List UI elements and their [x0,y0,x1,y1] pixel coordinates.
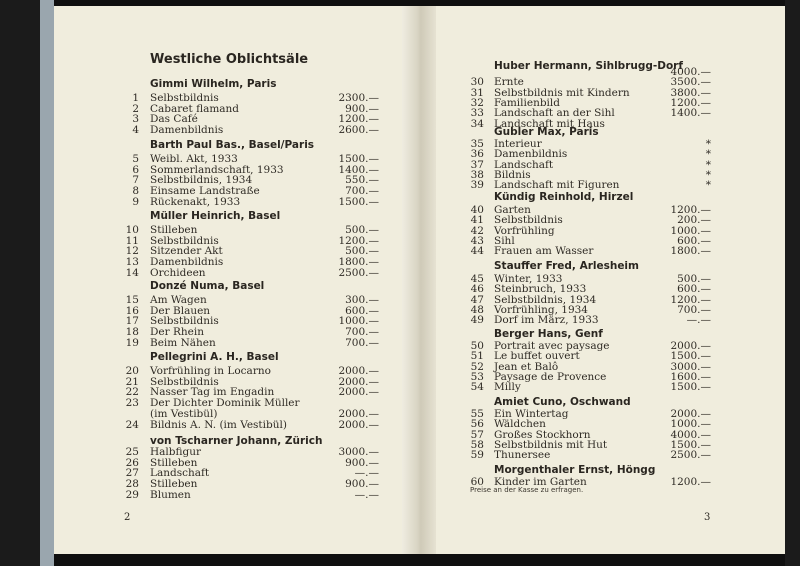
entry-price: 1200.— [338,113,379,126]
entry-title: Selbstbildnis [150,375,219,388]
entry-number: 59 [470,449,484,462]
entry-title: Landschaft mit Haus [494,117,605,130]
entry-number: 5 [132,153,139,165]
entry-price: 2300.— [338,92,379,104]
entry-number: 52 [470,360,484,373]
artist-heading: Gimmi Wilhelm, Paris [150,78,277,90]
entry-number: 4 [132,124,139,137]
entry-price: 500.— [677,273,711,285]
entry-number: 34 [470,117,484,130]
entry-price: 1400.— [338,163,379,176]
entry-title: Landschaft mit Figuren [494,179,620,192]
entry-price: 1500.— [670,438,711,451]
entry-price: 2500.— [670,449,711,462]
catalog-entry [54,197,404,208]
entry-title: Le buffet ouvert [494,350,580,363]
entry-number: 20 [125,365,139,377]
cover-edge [40,0,54,566]
entry-title: Selbstbildnis [150,92,219,104]
entry-number: 3 [132,113,139,126]
entry-title: Cabaret flamand [150,102,240,115]
entry-title: Einsame Landstraße [150,185,260,198]
entry-title: Wäldchen [494,418,546,431]
entry-number: 37 [470,158,484,171]
entry-title: Der Dichter Dominik Müller [150,397,300,410]
entry-title: Am Wagen [150,294,207,306]
entry-number: 26 [125,456,139,469]
entry-price: 4000.— [670,66,711,78]
entry-price: 2000.— [338,407,379,420]
entry-number: 16 [125,304,139,317]
artist-heading: Morgenthaler Ernst, Höngg [494,464,656,476]
artist-heading: Stauffer Fred, Arlesheim [494,260,639,272]
entry-number: 29 [125,488,139,501]
entry-title: Damenbildnis [494,148,568,161]
entry-price: 2500.— [338,266,379,279]
entry-price: 500.— [345,224,379,236]
catalog-entry [54,490,404,501]
entry-price: 600.— [677,234,711,247]
entry-number: 10 [125,224,139,236]
entry-number: 50 [470,340,484,352]
entry-title: Selbstbildnis, 1934 [150,174,253,187]
entry-price: 1600.— [670,370,711,383]
entry-price: 700.— [345,326,379,339]
entry-number: 22 [125,386,139,399]
entry-price: 1200.— [670,96,711,109]
entry-price: 900.— [345,102,379,115]
entry-number: 1 [132,92,139,104]
entry-title: Sihl [494,234,515,247]
entry-title: Ernte [494,76,524,89]
entry-title: Paysage de Provence [494,370,607,383]
entry-number: 47 [470,293,484,306]
entry-title: Halbfigur [150,446,202,458]
entry-number: 49 [470,314,484,327]
entry-title: Bildnis A. N. (im Vestibül) [150,418,287,431]
entry-price: 1000.— [670,224,711,237]
entry-title: Nasser Tag im Engadin [150,386,275,399]
entry-title: Der Blauen [150,304,211,317]
entry-price: * [705,148,711,161]
catalog-entry [436,119,782,130]
entry-title: Selbstbildnis [150,234,219,247]
entry-number: 15 [125,294,139,306]
book-gutter [402,6,436,554]
entry-number: 51 [470,350,484,363]
artist-heading: Barth Paul Bas., Basel/Paris [150,139,315,151]
catalog-entry [54,268,404,279]
entry-number: 12 [125,245,139,258]
entry-title: Rückenakt, 1933 [150,195,241,208]
entry-title: Interieur [494,138,542,150]
entry-number: 23 [125,397,139,410]
entry-price: 2000.— [338,365,379,377]
catalog-entry [54,458,404,469]
entry-title: Selbstbildnis [150,315,219,328]
entry-number: 41 [470,214,484,227]
entry-number: 6 [132,163,139,176]
entry-title: Landschaft [150,467,210,480]
entry-title: Ein Wintertag [494,408,569,420]
catalog-entry [436,382,782,393]
entry-number: 48 [470,303,484,316]
entry-title: Selbstbildnis mit Kindern [494,86,630,99]
artist-heading: von Tscharner Johann, Zürich [150,435,323,447]
entry-price: 2000.— [338,386,379,399]
entry-title: Der Rhein [150,326,204,339]
entry-price: 1200.— [670,204,711,216]
entry-price: —.— [686,314,711,327]
entry-title: Frauen am Wasser [494,245,594,258]
entry-price: 2600.— [338,124,379,137]
catalog-entry [54,338,404,349]
entry-title: Vorfrühling in Locarno [150,365,271,377]
entry-title: Bildnis [494,168,531,181]
entry-title: Steinbruch, 1933 [494,283,587,296]
entry-title: Vorfrühling, 1934 [494,303,588,316]
entry-number: 24 [125,418,139,431]
entry-number: 43 [470,234,484,247]
entry-number: 57 [470,428,484,441]
entry-title: Stilleben [150,224,198,236]
catalog-entry [436,180,782,191]
entry-number: 11 [125,234,139,247]
entry-number: 19 [125,336,139,349]
section-heading: Westliche Oblichtsäle [150,52,309,67]
entry-number: 33 [470,107,484,120]
entry-title: Dorf im März, 1933 [494,314,599,327]
entry-number: 60 [470,476,484,488]
catalog-entry [54,125,404,136]
artist-heading: Gubler Max, Paris [494,126,599,138]
entry-title: (im Vestibül) [150,407,218,420]
entry-number: 32 [470,96,484,109]
entry-number: 27 [125,467,139,480]
entry-price: 1500.— [670,350,711,363]
entry-title: Winter, 1933 [494,273,563,285]
entry-price: —.— [354,467,379,480]
entry-title: Milly [494,381,521,394]
entry-number: 13 [125,256,139,269]
entry-title: Beim Nähen [150,336,216,349]
entry-price: 2000.— [338,418,379,431]
entry-number: 42 [470,224,484,237]
entry-number: 14 [125,266,139,279]
entry-number: 46 [470,283,484,296]
entry-price: 4000.— [670,428,711,441]
entry-number: 17 [125,315,139,328]
entry-price: 1500.— [670,381,711,394]
entry-price: 3500.— [670,76,711,89]
entry-number: 31 [470,86,484,99]
left-page [54,6,404,554]
entry-price: 3000.— [338,446,379,458]
entry-title: Weibl. Akt, 1933 [150,153,238,165]
artist-heading: Donzé Numa, Basel [150,280,265,292]
entry-title: Jean et Balô [494,360,559,373]
entry-number: 39 [470,179,484,192]
entry-title: Selbstbildnis [494,214,563,227]
entry-number: 7 [132,174,139,187]
entry-price: 1200.— [338,234,379,247]
entry-price: 550.— [345,174,379,187]
entry-title: Blumen [150,488,191,501]
entry-price: 1000.— [670,418,711,431]
entry-price: 900.— [345,456,379,469]
entry-price: 1800.— [338,256,379,269]
catalog-entry [436,315,782,326]
artist-heading: Müller Heinrich, Basel [150,210,281,222]
entry-price: 2000.— [670,408,711,420]
entry-price: 600.— [677,283,711,296]
entry-number: 9 [132,195,139,208]
entry-number: 35 [470,138,484,150]
entry-number: 56 [470,418,484,431]
entry-price: 3800.— [670,86,711,99]
entry-number: 30 [470,76,484,89]
entry-price: 700.— [345,185,379,198]
entry-price: * [705,179,711,192]
entry-title: Thunersee [494,449,551,462]
catalog-entry [54,479,404,490]
entry-title: Sommerlandschaft, 1933 [150,163,284,176]
entry-title: Orchideen [150,266,206,279]
entry-title: Stilleben [150,456,198,469]
right-page [436,6,782,554]
entry-price: 1000.— [338,315,379,328]
artist-heading: Pellegrini A. H., Basel [150,351,279,363]
entry-number: 38 [470,168,484,181]
entry-price: * [705,138,711,150]
entry-price: 600.— [345,304,379,317]
entry-title: Landschaft an der Sihl [494,107,615,120]
entry-title: Selbstbildnis mit Hut [494,438,608,451]
entry-price: 1800.— [670,245,711,258]
entry-title: Selbstbildnis, 1934 [494,293,597,306]
entry-number: 36 [470,148,484,161]
price-note: Preise an der Kasse zu erfragen. [470,486,584,494]
entry-price: 1200.— [670,476,711,488]
entry-price: 2000.— [670,340,711,352]
entry-number: 44 [470,245,484,258]
entry-title: Das Café [150,113,198,126]
entry-price: 1500.— [338,195,379,208]
entry-title: Damenbildnis [150,256,224,269]
entry-number: 28 [125,478,139,491]
entry-title: Kinder im Garten [494,476,587,488]
entry-number: 55 [470,408,484,420]
entry-price: 3000.— [670,360,711,373]
page-number: 2 [124,512,131,523]
entry-number: 40 [470,204,484,216]
entry-number: 21 [125,375,139,388]
catalog-entry [436,246,782,257]
entry-number: 58 [470,438,484,451]
entry-number: 25 [125,446,139,458]
entry-price: 1500.— [338,153,379,165]
entry-price: —.— [354,488,379,501]
page-number: 3 [704,512,711,523]
entry-number: 18 [125,326,139,339]
entry-number: 53 [470,370,484,383]
entry-price: 1400.— [670,107,711,120]
artist-heading: Huber Hermann, Sihlbrugg-Dorf [494,60,683,72]
catalog-entry [54,420,404,431]
entry-price: 500.— [345,245,379,258]
entry-price: * [705,158,711,171]
entry-number: 54 [470,381,484,394]
entry-price: 700.— [345,336,379,349]
artist-heading: Amiet Cuno, Oschwand [494,396,631,408]
catalog-entry [436,450,782,461]
entry-title: Portrait avec paysage [494,340,610,352]
entry-title: Vorfrühling [494,224,555,237]
entry-title: Garten [494,204,531,216]
entry-price: 200.— [677,214,711,227]
entry-price: 1200.— [670,293,711,306]
entry-number: 2 [132,102,139,115]
entry-title: Sitzender Akt [150,245,223,258]
entry-number: 8 [132,185,139,198]
entry-title: Damenbildnis [150,124,224,137]
entry-number: 45 [470,273,484,285]
entry-price: 2000.— [338,375,379,388]
artist-heading: Kündig Reinhold, Hirzel [494,191,634,203]
entry-title: Großes Stockhorn [494,428,591,441]
entry-price: 900.— [345,478,379,491]
entry-price: 300.— [345,294,379,306]
entry-price: * [705,168,711,181]
artist-heading: Berger Hans, Genf [494,328,603,340]
entry-title: Landschaft [494,158,554,171]
entry-price: 700.— [677,303,711,316]
entry-title: Stilleben [150,478,198,491]
entry-title: Familienbild [494,96,560,109]
